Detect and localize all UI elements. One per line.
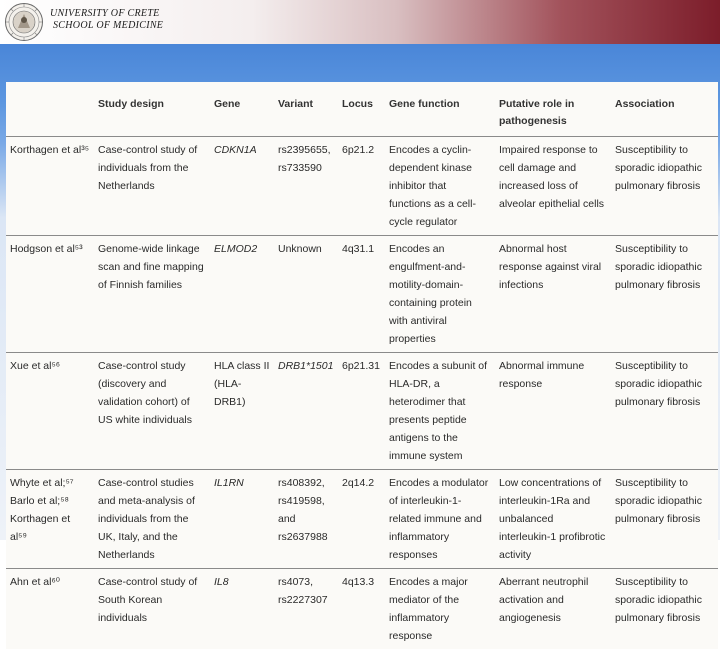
header-putative-role: Putative role in pathogenesis (495, 82, 611, 137)
cell-role: Abnormal immune response (495, 353, 611, 470)
cell-function: Encodes an engulfment-and-motility-domain-containing protein with antiviral properties (385, 236, 495, 353)
cell-locus: 4q31.1 (338, 236, 385, 353)
cell-locus: 6p21.2 (338, 137, 385, 236)
cell-variant: rs408392, rs419598, and rs2637988 (274, 470, 338, 569)
cell-function: Encodes a modulator of interleukin-1-related immune and inflammatory responses (385, 470, 495, 569)
cell-locus: 2q14.2 (338, 470, 385, 569)
cell-role: Abnormal host response against viral infections (495, 236, 611, 353)
cell-locus: 6p21.31 (338, 353, 385, 470)
header-locus: Locus (338, 82, 385, 137)
cell-association: Susceptibility to sporadic idiopathic pulmonary fibrosis (611, 470, 718, 569)
university-seal-logo (4, 2, 44, 42)
table-row (6, 353, 718, 470)
cell-study: Xue et al⁵⁶ (6, 353, 94, 470)
cell-variant: rs2395655, rs733590 (274, 137, 338, 236)
header-variant: Variant (274, 82, 338, 137)
cell-role: Low concentrations of interleukin-1Ra and unbalanced interleukin-1 profibrotic activity (495, 470, 611, 569)
cell-study: Hodgson et al⁵³ (6, 236, 94, 353)
cell-variant: rs4073, rs2227307 (274, 569, 338, 649)
cell-locus: 4q13.3 (338, 569, 385, 649)
institution-line-1: UNIVERSITY OF CRETE (50, 8, 160, 19)
cell-function: Encodes a cyclin-dependent kinase inhibitor that functions as a cell-cycle regulator (385, 137, 495, 236)
cell-variant: DRB1*1501 (274, 353, 338, 470)
cell-gene: IL1RN (210, 470, 274, 569)
table-header-row (6, 82, 718, 137)
header-gene: Gene (210, 82, 274, 137)
cell-design: Case-control study of South Korean individuals (94, 569, 210, 649)
table-row (6, 236, 718, 353)
institution-line-2: SCHOOL OF MEDICINE (50, 20, 163, 32)
cell-design: Case-control studies and meta-analysis of individuals from the UK, Italy, and the Netherlands (94, 470, 210, 569)
cell-association: Susceptibility to sporadic idiopathic pulmonary fibrosis (611, 353, 718, 470)
cell-association: Susceptibility to sporadic idiopathic pulmonary fibrosis (611, 569, 718, 649)
header-study-design: Study design (94, 82, 210, 137)
cell-design: Case-control study of individuals from the Netherlands (94, 137, 210, 236)
cell-gene: IL8 (210, 569, 274, 649)
cell-study: Ahn et al⁶⁰ (6, 569, 94, 649)
genetic-variants-table (6, 82, 718, 649)
cell-function: Encodes a major mediator of the inflammatory response (385, 569, 495, 649)
cell-association: Susceptibility to sporadic idiopathic pulmonary fibrosis (611, 236, 718, 353)
table-row (6, 569, 718, 649)
cell-design: Case-control study (discovery and validation cohort) of US white individuals (94, 353, 210, 470)
cell-gene: CDKN1A (210, 137, 274, 236)
cell-role: Impaired response to cell damage and increased loss of alveolar epithelial cells (495, 137, 611, 236)
header-study (6, 82, 94, 137)
cell-association: Susceptibility to sporadic idiopathic pulmonary fibrosis (611, 137, 718, 236)
cell-gene: ELMOD2 (210, 236, 274, 353)
institution-name (50, 8, 163, 32)
cell-study: Whyte et al;⁵⁷ Barlo et al;⁵⁸ Korthagen et al⁵⁹ (6, 470, 94, 569)
cell-function: Encodes a subunit of HLA-DR, a heterodimer that presents peptide antigens to the immune system (385, 353, 495, 470)
cell-study: Korthagen et al³⁵ (6, 137, 94, 236)
cell-role: Aberrant neutrophil activation and angiogenesis (495, 569, 611, 649)
header-association: Association (611, 82, 718, 137)
header-band (0, 0, 720, 44)
cell-variant: Unknown (274, 236, 338, 353)
cell-design: Genome-wide linkage scan and fine mapping of Finnish families (94, 236, 210, 353)
table-panel (6, 82, 718, 540)
cell-gene: HLA class II (HLA-DRB1) (210, 353, 274, 470)
table-row (6, 137, 718, 236)
header-gene-function: Gene function (385, 82, 495, 137)
table-row (6, 470, 718, 569)
